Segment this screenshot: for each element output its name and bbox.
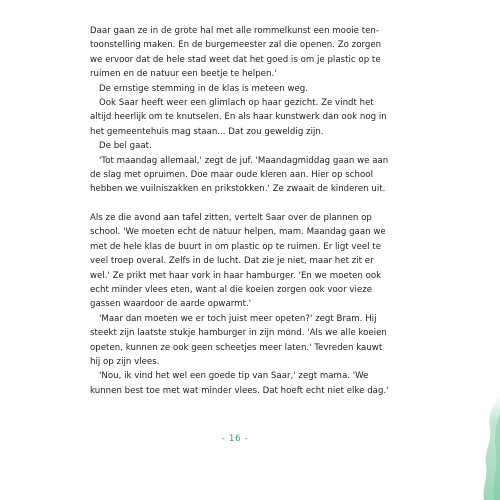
text-line: opeten, kunnen ze ook geen scheetjes meer laten.' Tevreden kauwt: [90, 342, 383, 353]
text-line: school. 'We moeten echt de natuur helpen, mam. Maandag gaan we: [90, 227, 386, 238]
text-line: Ook Saar heeft weer een glimlach op haar gezicht. Ze vindt het: [99, 97, 374, 108]
text-line: gassen waardoor de aarde opwarmt.': [90, 299, 252, 310]
text-line: Daar gaan ze in de grote hal met alle rommelkunst een mooie ten-: [90, 26, 379, 36]
text-line: hebben we vuilniszakken en prikstokken.' Ze zwaait de kinderen uit.: [90, 184, 386, 195]
paragraph-gap: [90, 197, 425, 211]
text-line: we ervoor dat de hele stad weet dat het goed is om je plastic op te: [90, 54, 381, 65]
text-line: 'Maar dan moeten we er toch juist meer opeten?' zegt Bram. Hij: [99, 313, 377, 324]
text-line: ruimen en de natuur een beetje te helpen.': [90, 69, 277, 80]
text-line: 'Nou, ik vind het wel een goede tip van Saar,' zegt mama. 'We: [99, 371, 369, 382]
text-line: toonstelling maken. En de burgemeester zal die openen. Zo zorgen: [90, 40, 382, 51]
body-text: [90, 24, 425, 398]
text-line: De ernstige stemming in de klas is meteen weg.: [99, 83, 309, 94]
text-line: 'Tot maandag allemaal,' zegt de juf. 'Maandagmiddag gaan we aan: [99, 155, 389, 166]
text-line: de slag met opruimen. Doe maar oude kleren aan. Hier op school: [90, 169, 373, 180]
text-line: altijd heerlijk om te knutselen. En als haar kunstwerk dan ook nog in: [90, 112, 387, 123]
text-line: kunnen best toe met wat minder vlees. Dat hoeft echt niet elke dag.': [90, 385, 389, 396]
text-line: Als ze die avond aan tafel zitten, vertelt Saar over de plannen op: [90, 213, 372, 224]
watercolor-decoration: [470, 395, 500, 500]
text-line: veel troep overal. Zelfs in de lucht. Dat zie je niet, maar het zit er: [90, 256, 374, 267]
text-line: De bel gaat.: [99, 141, 152, 152]
text-line: hij op zijn vlees.: [90, 356, 160, 367]
text-line: met de hele klas de buurt in om plastic op te ruimen. Er ligt veel te: [90, 241, 382, 252]
page-number: - 16 -: [221, 434, 249, 444]
text-line: echt minder vlees eten, want al die koeien zorgen ook voor vieze: [90, 285, 373, 296]
text-line: het gemeentehuis mag staan... Dat zou geweldig zijn.: [90, 126, 324, 137]
text-line: wel.' Ze prikt met haar vork in haar hamburger. 'En we moeten ook: [90, 270, 382, 281]
text-line: steekt zijn laatste stukje hamburger in zijn mond. 'Als we alle koeien: [90, 328, 387, 339]
